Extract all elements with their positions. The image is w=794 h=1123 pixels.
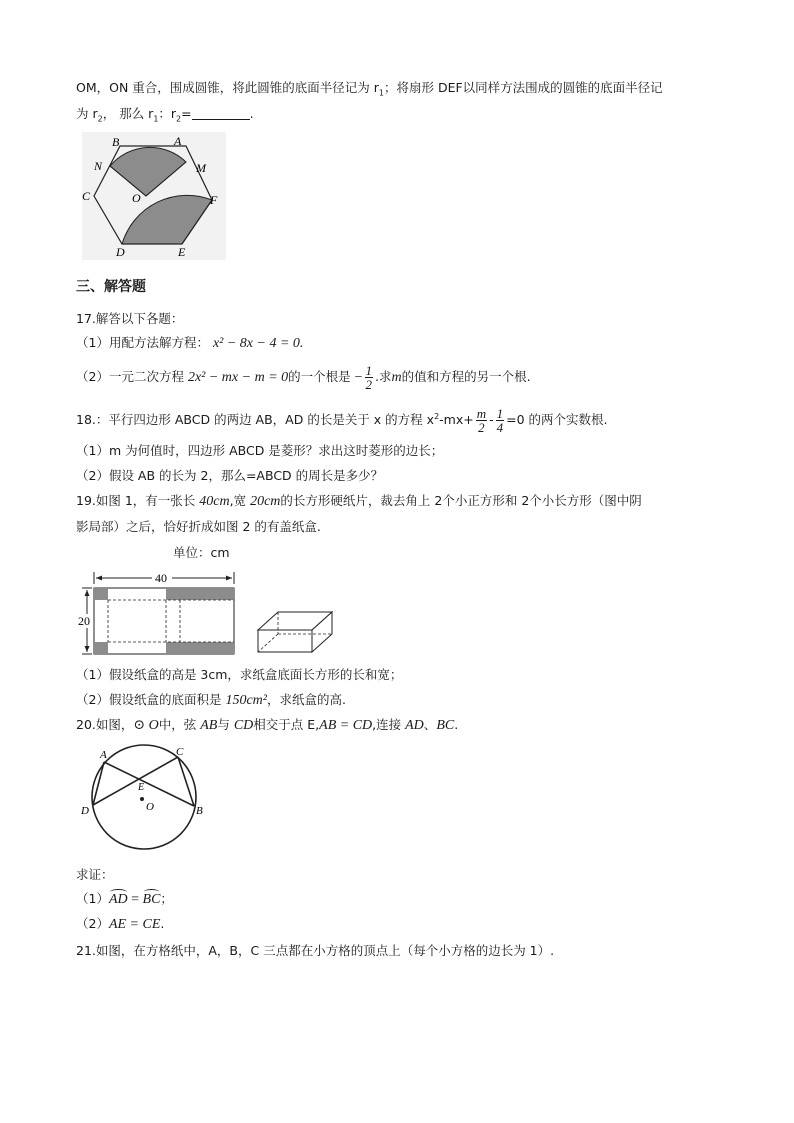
q17-title: 17.解答以下各题：: [76, 311, 184, 326]
section-title: 三、解答题: [76, 279, 146, 295]
label-O: O: [146, 801, 154, 813]
open-box-figure: [256, 604, 336, 656]
q20-stem: 20.如图，⊙ O中，弦 AB与 CD相交于点 E,AB = CD,连接 AD、BC.: [76, 717, 459, 733]
unit-label: 单位：cm: [173, 545, 230, 560]
q19-part2: （2）假设纸盒的底面积是 150cm²，求纸盒的高.: [76, 692, 346, 708]
q17-part1: （1）用配方法解方程： x² − 8x − 4 = 0.: [76, 335, 304, 351]
q16-line1: OM，ON 重合，围成圆锥，将此圆锥的底面半径记为 $r_1$；将扇形 DEF以同样方法围成的圆锥的底面半径记: [76, 80, 663, 98]
q17-part2: （2）一元二次方程 2x² − mx − m = 0的一个根是 − $\frac{1}{2}$ .求m的值和方程的另一个根.: [76, 363, 531, 392]
q16-line2: 为 $r_2$， 那么 $r_1$：$r_2=$ .: [76, 106, 254, 124]
q21-stem: 21.如图，在方格纸中，A，B，C 三点都在小方格的顶点上（每个小方格的边长为 1）.: [76, 943, 555, 958]
label-O: O: [132, 191, 141, 205]
circle-chords-figure: [78, 742, 210, 852]
label-B: B: [196, 805, 203, 817]
label-E: E: [178, 245, 186, 259]
length-label: 40: [155, 571, 167, 585]
label-N: N: [94, 159, 103, 173]
answer-blank[interactable]: [192, 107, 250, 120]
hexagon-sector-figure: [82, 132, 226, 260]
label-A: A: [100, 749, 107, 761]
cardboard-net-figure: [76, 568, 242, 660]
q19-line1: 19.如图 1，有一张长 40cm,宽 20cm的长方形硬纸片，裁去角上 2个小正方形和 2个小长方形（图中阴: [76, 493, 642, 509]
q19-part1: （1）假设纸盒的高是 3cm，求纸盒底面长方形的长和宽；: [76, 667, 403, 682]
label-F: F: [210, 193, 218, 207]
label-E: E: [138, 782, 145, 793]
label-C: C: [176, 746, 184, 758]
q19-line2: 影局部）之后，恰好折成如图 2 的有盖纸盒.: [76, 519, 321, 534]
label-B: B: [112, 135, 120, 149]
width-label: 20: [78, 614, 90, 628]
q18-part1: （1）m 为何值时，四边形 ABCD 是菱形？求出这时菱形的边长；: [76, 443, 444, 458]
q18-part2: （2）假设 AB 的长为 2，那么=ABCD 的周长是多少？: [76, 468, 384, 483]
label-C: C: [82, 189, 91, 203]
label-D: D: [116, 245, 125, 259]
q20-part2: （2）AE = CE.: [76, 916, 165, 932]
label-A: A: [174, 134, 182, 148]
q20-part1: （1）AD = BC；: [76, 891, 173, 907]
q20-prove: 求证：: [76, 867, 114, 882]
label-M: M: [196, 161, 206, 175]
q18-stem: 18.：平行四边形 ABCD 的两边 AB，AD 的长是关于 x 的方程 $x^2-mx+$ $\frac{m}{2}$ - $\frac{1}{4}$ =0 的两个实数根.: [76, 406, 608, 436]
label-D: D: [81, 805, 89, 817]
